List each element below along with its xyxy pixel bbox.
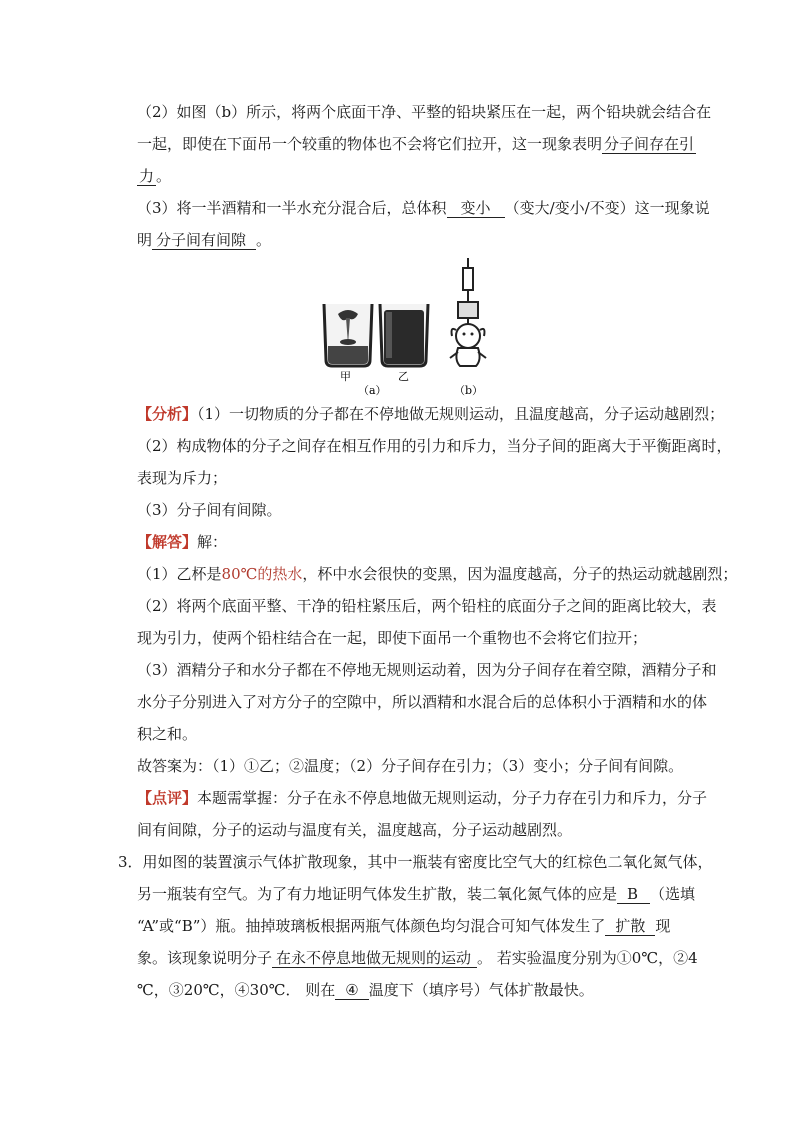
q3-answer-bottle: B [617, 885, 650, 904]
comment-section [137, 782, 708, 846]
part-2-line-1: （2）如图（b）所示，将两个底面干净、平整的铅块紧压在一起，两个铅块就会结合在 [137, 103, 712, 121]
q3-text-4: 象。该现象说明分子 [137, 949, 273, 967]
part-2-line-2 [137, 128, 695, 160]
q3-answer-molecule: 在永不停息地做无规则的运动 [272, 949, 477, 968]
part-3-period: 。 [256, 231, 272, 249]
part-3-answer-blank: 变小 [447, 199, 505, 218]
question-3 [118, 846, 713, 1006]
q3-line-3 [118, 910, 678, 942]
experiment-figure [318, 256, 498, 396]
analysis-line-3: 表现为斥力； [137, 469, 228, 487]
label-b: （b） [454, 384, 484, 396]
label-yi: 乙 [398, 370, 409, 383]
part-3-paragraph [137, 192, 710, 256]
lead-block-toy-icon [450, 258, 486, 366]
solution-line-5: 水分子分别进入了对方分子的空隙中，所以酒精和水混合后的总体积小于酒精和水的体 [137, 693, 708, 711]
solution-line-3: 现为引力，使两个铅柱结合在一起，即使下面吊一个重物也不会将它们拉开； [137, 629, 648, 647]
solution-text-1-pre: （1）乙杯是 [137, 565, 222, 583]
part-2-text: 一起，即使在下面吊一个较重的物体也不会将它们拉开，这一现象表明 [137, 135, 603, 153]
analysis-section [137, 398, 732, 526]
part-2-answer-blank: 分子间存在引 [604, 135, 695, 153]
solution-line-1 [137, 558, 738, 590]
solution-tag: 【解答】 [137, 533, 198, 551]
q3-line-2 [118, 878, 696, 910]
comment-line-1 [137, 782, 708, 814]
solution-line-4: （3）酒精分子和水分子都在不停地无规则运动着，因为分子间存在着空隙，酒精分子和 [137, 661, 717, 679]
solution-tag-post: 解： [197, 533, 228, 551]
q3-text-5: ℃，③20℃，④30℃． 则在 [137, 981, 336, 999]
solution-header [137, 526, 677, 558]
q3-text-1: 用如图的装置演示气体扩散现象，其中一瓶装有密度比空气大的红棕色二氧化氮气体， [142, 853, 713, 871]
part-3-text: （3）将一半酒精和一半水充分混合后，总体积 [137, 199, 447, 217]
comment-tag: 【点评】 [137, 789, 198, 807]
analysis-text-1: （1）一切物质的分子都在不停地做无规则运动，且温度越高，分子运动越剧烈； [197, 405, 725, 423]
beaker-jia-icon [324, 304, 372, 366]
part-3-options: （变大/变小/不变）这一现象说 [504, 199, 710, 217]
label-a: （a） [358, 384, 387, 396]
solution-highlight: 80℃的热水 [221, 565, 303, 583]
q3-text-3-post: 现 [655, 917, 671, 935]
q3-text-2-post: （选填 [650, 885, 696, 903]
q3-number: 3． [118, 853, 143, 871]
label-jia: 甲 [340, 370, 351, 383]
q3-text-4-post: 。 若实验温度分别为①0℃，②4 [477, 949, 698, 967]
part-3-text-2: 明 [137, 231, 153, 249]
solution-line-6: 积之和。 [137, 725, 198, 743]
q3-answer-temperature: ④ [335, 981, 368, 1000]
beaker-yi-icon [380, 304, 428, 366]
comment-line-2: 间有间隙，分子的运动与温度有关，温度越高，分子运动越剧烈。 [137, 821, 573, 839]
q3-text-3: “A”或“B”）瓶。抽掉玻璃板根据两瓶气体颜色均匀混合可知气体发生了 [137, 917, 606, 935]
q3-line-5 [118, 974, 678, 1006]
solution-line-2: （2）将两个底面平整、干净的铅柱紧压后，两个铅柱的底面分子之间的距离比较大，表 [137, 597, 717, 615]
q3-answer-diffusion: 扩散 [605, 917, 655, 936]
part-2-answer-continued: 力 [139, 167, 155, 185]
comment-text-1: 本题需掌握：分子在永不停息地做无规则运动，分子力存在引力和斥力，分子 [197, 789, 708, 807]
analysis-tag: 【分析】 [137, 405, 198, 423]
solution-section [137, 526, 738, 782]
part-2-line-3 [137, 160, 677, 192]
part-2-period: 。 [156, 167, 172, 185]
q3-line-1 [118, 846, 713, 878]
q3-text-2: 另一瓶装有空气。为了有力地证明气体发生扩散，装二氧化氮气体的应是 [137, 885, 618, 903]
experiment-illustration [318, 256, 498, 396]
part-3-line-2 [137, 224, 677, 256]
part-3-line-1 [137, 192, 710, 224]
analysis-line-2: （2）构成物体的分子之间存在相互作用的引力和斥力，当分子间的距离大于平衡距离时， [137, 437, 732, 455]
solution-text-1-post: ，杯中水会很快的变黑，因为温度越高，分子的热运动就越剧烈； [302, 565, 738, 583]
part-2-paragraph [137, 96, 712, 192]
analysis-line-4: （3）分子间有间隙。 [137, 501, 282, 519]
solution-answer: 故答案为：（1）①乙；②温度；（2）分子间存在引力；（3）变小；分子间有间隙。 [137, 757, 684, 775]
part-3-answer-blank-2: 分子间有间隙 [152, 231, 256, 250]
analysis-line-1 [137, 398, 725, 430]
q3-line-4 [118, 942, 698, 974]
q3-text-5-post: 温度下（填序号）气体扩散最快。 [368, 981, 594, 999]
